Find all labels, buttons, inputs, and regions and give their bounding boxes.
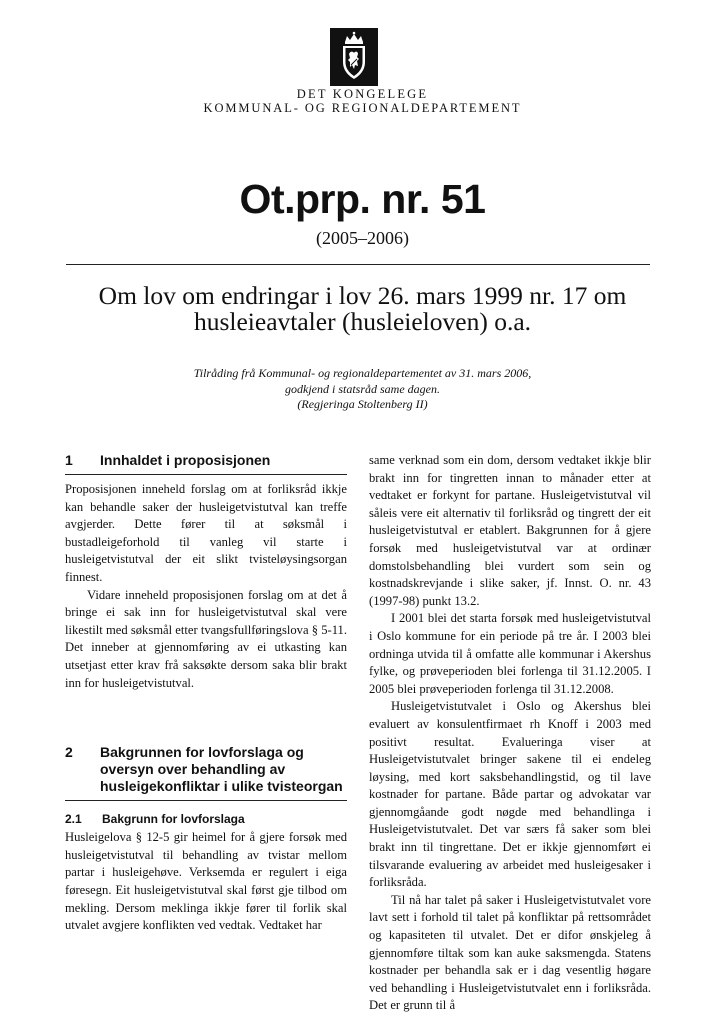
recommendation-note [120, 366, 605, 413]
recommendation-line: Tilråding frå Kommunal- og regionaldepartementet av 31. mars 2006, [193, 366, 532, 380]
paragraph-continued: same verknad som ein dom, dersom vedtaket ikkje blir brakt inn for tingretten innan to månader etter at vedtaket er forkynt for partane. Husleigetvistutval vil såleis vere eit alternativ til forliksråd og tingrett der eit husleigetvistutval er etablert. Bakgrunnen for å gjere forsøk med husleigetvistutval var at ordinær domstolsbehandling blei vurdert som sein og kostnadskrevjande i slike saker, jf. Innst. O. nr. 43 (1997-98) punkt 13.2. [369, 453, 651, 608]
subsection-title: Bakgrunn for lovforslaga [102, 812, 245, 827]
section-number: 1 [65, 452, 73, 468]
section-number: 2 [65, 744, 73, 761]
recommendation-line: godkjend i statsråd same dagen. [285, 381, 440, 396]
paragraph: I 2001 blei det starta forsøk med husleigetvistutval i Oslo kommune for ein periode på tre år. I 2003 blei ordninga utvida til å omfatte alle kommunar i Akershus fylke, og prøveperioden blei forlenga til 31.12.2005. I 2005 blei prøveperioden forlenga til 31.12.2008. [369, 611, 651, 696]
ministry-name-line1: DET KONGELEGE [296, 87, 429, 101]
document-number: Ot.prp. nr. 51 [239, 176, 486, 222]
left-column [65, 452, 347, 935]
subsection-number: 2.1 [65, 812, 82, 827]
right-column [369, 452, 651, 1015]
ministry-name-line2: KOMMUNAL- OG REGIONALDEPARTEMENT [203, 101, 522, 115]
paragraph: Til nå har talet på saker i Husleigetvistutvalet vore lavt sett i forhold til talet på konfliktar på rettsområdet og kapasiteten til utvalet. Det er difor ønskjeleg å gjennomføre tiltak som kan auke saksmengda. Statens kostnader per behandla sak er i dag vesentlig høgare ved behandling i Husleigetvistutvalet enn i forliksråda. Det er grunn til å [369, 892, 651, 1013]
section-title: Innhaldet i proposisjonen [100, 452, 271, 468]
document-title: Om lov om endringar i lov 26. mars 1999 nr. 17 om husleieavtaler (husleieloven) o.a. [98, 281, 627, 336]
paragraph: Vidare inneheld proposisjonen forslag om at det å bringe ei sak inn for husleigetvistutval skal vere likestilt med søksmål etter tvangsfullføringslova § 5-11. Det inneber at gjennomføring av ei utkasting kan utsetjast etter krav frå saksøkte dersom saka blir brakt inn for husleigetvistutval. [65, 587, 347, 690]
subsection-heading-2-1 [65, 811, 347, 827]
section-heading-2 [65, 744, 347, 801]
paragraph: Proposisjonen inneheld forslag om at forliksråd ikkje kan behandle saker der husleigetvistutval kan treffe avgjerder. Dette fører til at søksmål i bustadleigeforhold til vanleg vil starte i husleigetvistutval der eit slikt tvisteløysingsorgan finnest. [65, 482, 347, 584]
parliamentary-session: (2005–2006) [316, 228, 409, 248]
section-heading-1 [65, 452, 347, 475]
section-title: Bakgrunnen for lovforslaga og oversyn over behandling av husleigekonfliktar i ulike tvisteorgan [100, 744, 343, 795]
title-divider [66, 264, 650, 265]
paragraph: Husleigelova § 12-5 gir heimel for å gjere forsøk med husleigetvistutval til behandling av tvistar mellom partar i husleigehøve. Verksemda er regulert i eiga føresegn. Eit husleigetvistutval skal først gje tilbod om mekling. Dersom meklinga ikkje fører til forlik skal utvalet avgjere konflikten ved vedtak. Vedtaket har [65, 830, 347, 933]
paragraph: Husleigetvistutvalet i Oslo og Akershus blei evaluert av konsulentfirmaet rh Knoff i 2003 med positivt resultat. Evalueringa viser at Husleigetvistutvalet bringer sakene til ei endeleg løysing, med kort saksbehandlingstid, og til lave kostnader for partane. Både partar og advokatar var gjennomgåande godt nøgde med behandlinga i Husleigetvistutvalet. Det var særs få saker som blei brakt inn til tingrettane. Det er ikkje gjennomført ei tilsvarande evaluering av arbeidet med husleigesaker i forliksråda. [369, 699, 651, 890]
coat-of-arms-icon [330, 28, 378, 86]
recommendation-line: (Regjeringa Stoltenberg II) [297, 397, 428, 411]
